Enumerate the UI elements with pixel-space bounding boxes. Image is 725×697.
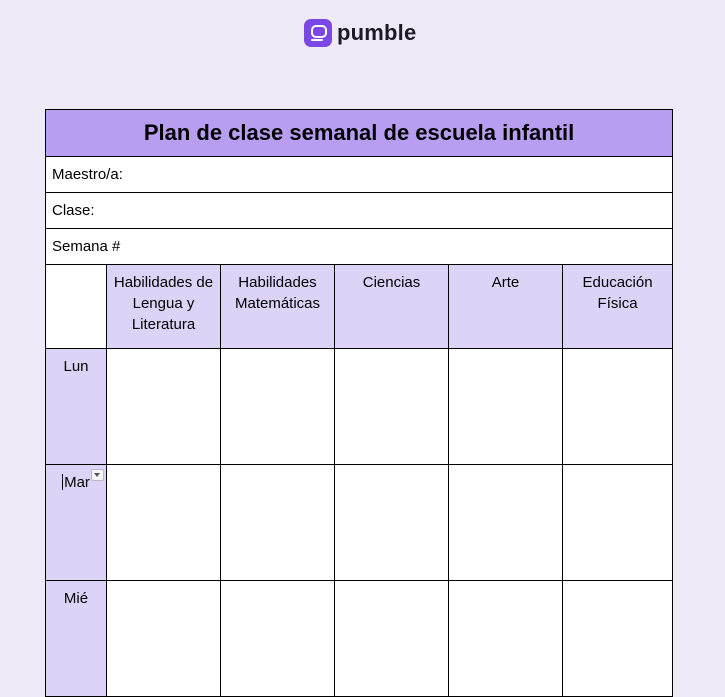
plan-cell[interactable] bbox=[335, 465, 449, 581]
day-cell-mie[interactable] bbox=[46, 581, 107, 697]
day-label-mar: Mar bbox=[64, 474, 90, 491]
plan-cell[interactable] bbox=[335, 581, 449, 697]
subject-header-science[interactable]: Ciencias bbox=[335, 265, 449, 349]
plan-cell[interactable] bbox=[221, 349, 335, 465]
logo-text: pumble bbox=[337, 20, 417, 45]
plan-cell[interactable] bbox=[335, 349, 449, 465]
plan-cell[interactable] bbox=[449, 349, 563, 465]
subject-header-art[interactable]: Arte bbox=[449, 265, 563, 349]
plan-cell[interactable] bbox=[221, 581, 335, 697]
subject-header-language[interactable]: Habilidades de Lengua y Literatura bbox=[107, 265, 221, 349]
corner-cell[interactable] bbox=[46, 265, 107, 349]
text-cursor bbox=[62, 474, 63, 490]
pumble-logo-icon bbox=[304, 19, 332, 47]
plan-cell[interactable] bbox=[449, 581, 563, 697]
class-field[interactable]: Clase: bbox=[46, 193, 673, 229]
week-field[interactable]: Semana # bbox=[46, 229, 673, 265]
day-label-lun: Lun bbox=[63, 358, 89, 375]
plan-title[interactable]: Plan de clase semanal de escuela infantil bbox=[46, 110, 673, 157]
subject-header-math[interactable]: Habilidades Matemáticas bbox=[221, 265, 335, 349]
plan-cell[interactable] bbox=[107, 465, 221, 581]
plan-cell[interactable] bbox=[563, 465, 673, 581]
day-cell-lun[interactable] bbox=[46, 349, 107, 465]
day-label-mie: Mié bbox=[63, 590, 89, 607]
teacher-field[interactable]: Maestro/a: bbox=[46, 157, 673, 193]
day-cell-mar[interactable] bbox=[46, 465, 107, 581]
plan-cell[interactable] bbox=[107, 581, 221, 697]
plan-cell[interactable] bbox=[563, 581, 673, 697]
lesson-plan-table bbox=[45, 109, 673, 697]
cell-dropdown-icon[interactable] bbox=[91, 469, 104, 481]
plan-cell[interactable] bbox=[563, 349, 673, 465]
plan-cell[interactable] bbox=[449, 465, 563, 581]
subject-header-pe[interactable]: Educación Física bbox=[563, 265, 673, 349]
pumble-logo bbox=[304, 18, 416, 48]
plan-cell[interactable] bbox=[221, 465, 335, 581]
plan-cell[interactable] bbox=[107, 349, 221, 465]
